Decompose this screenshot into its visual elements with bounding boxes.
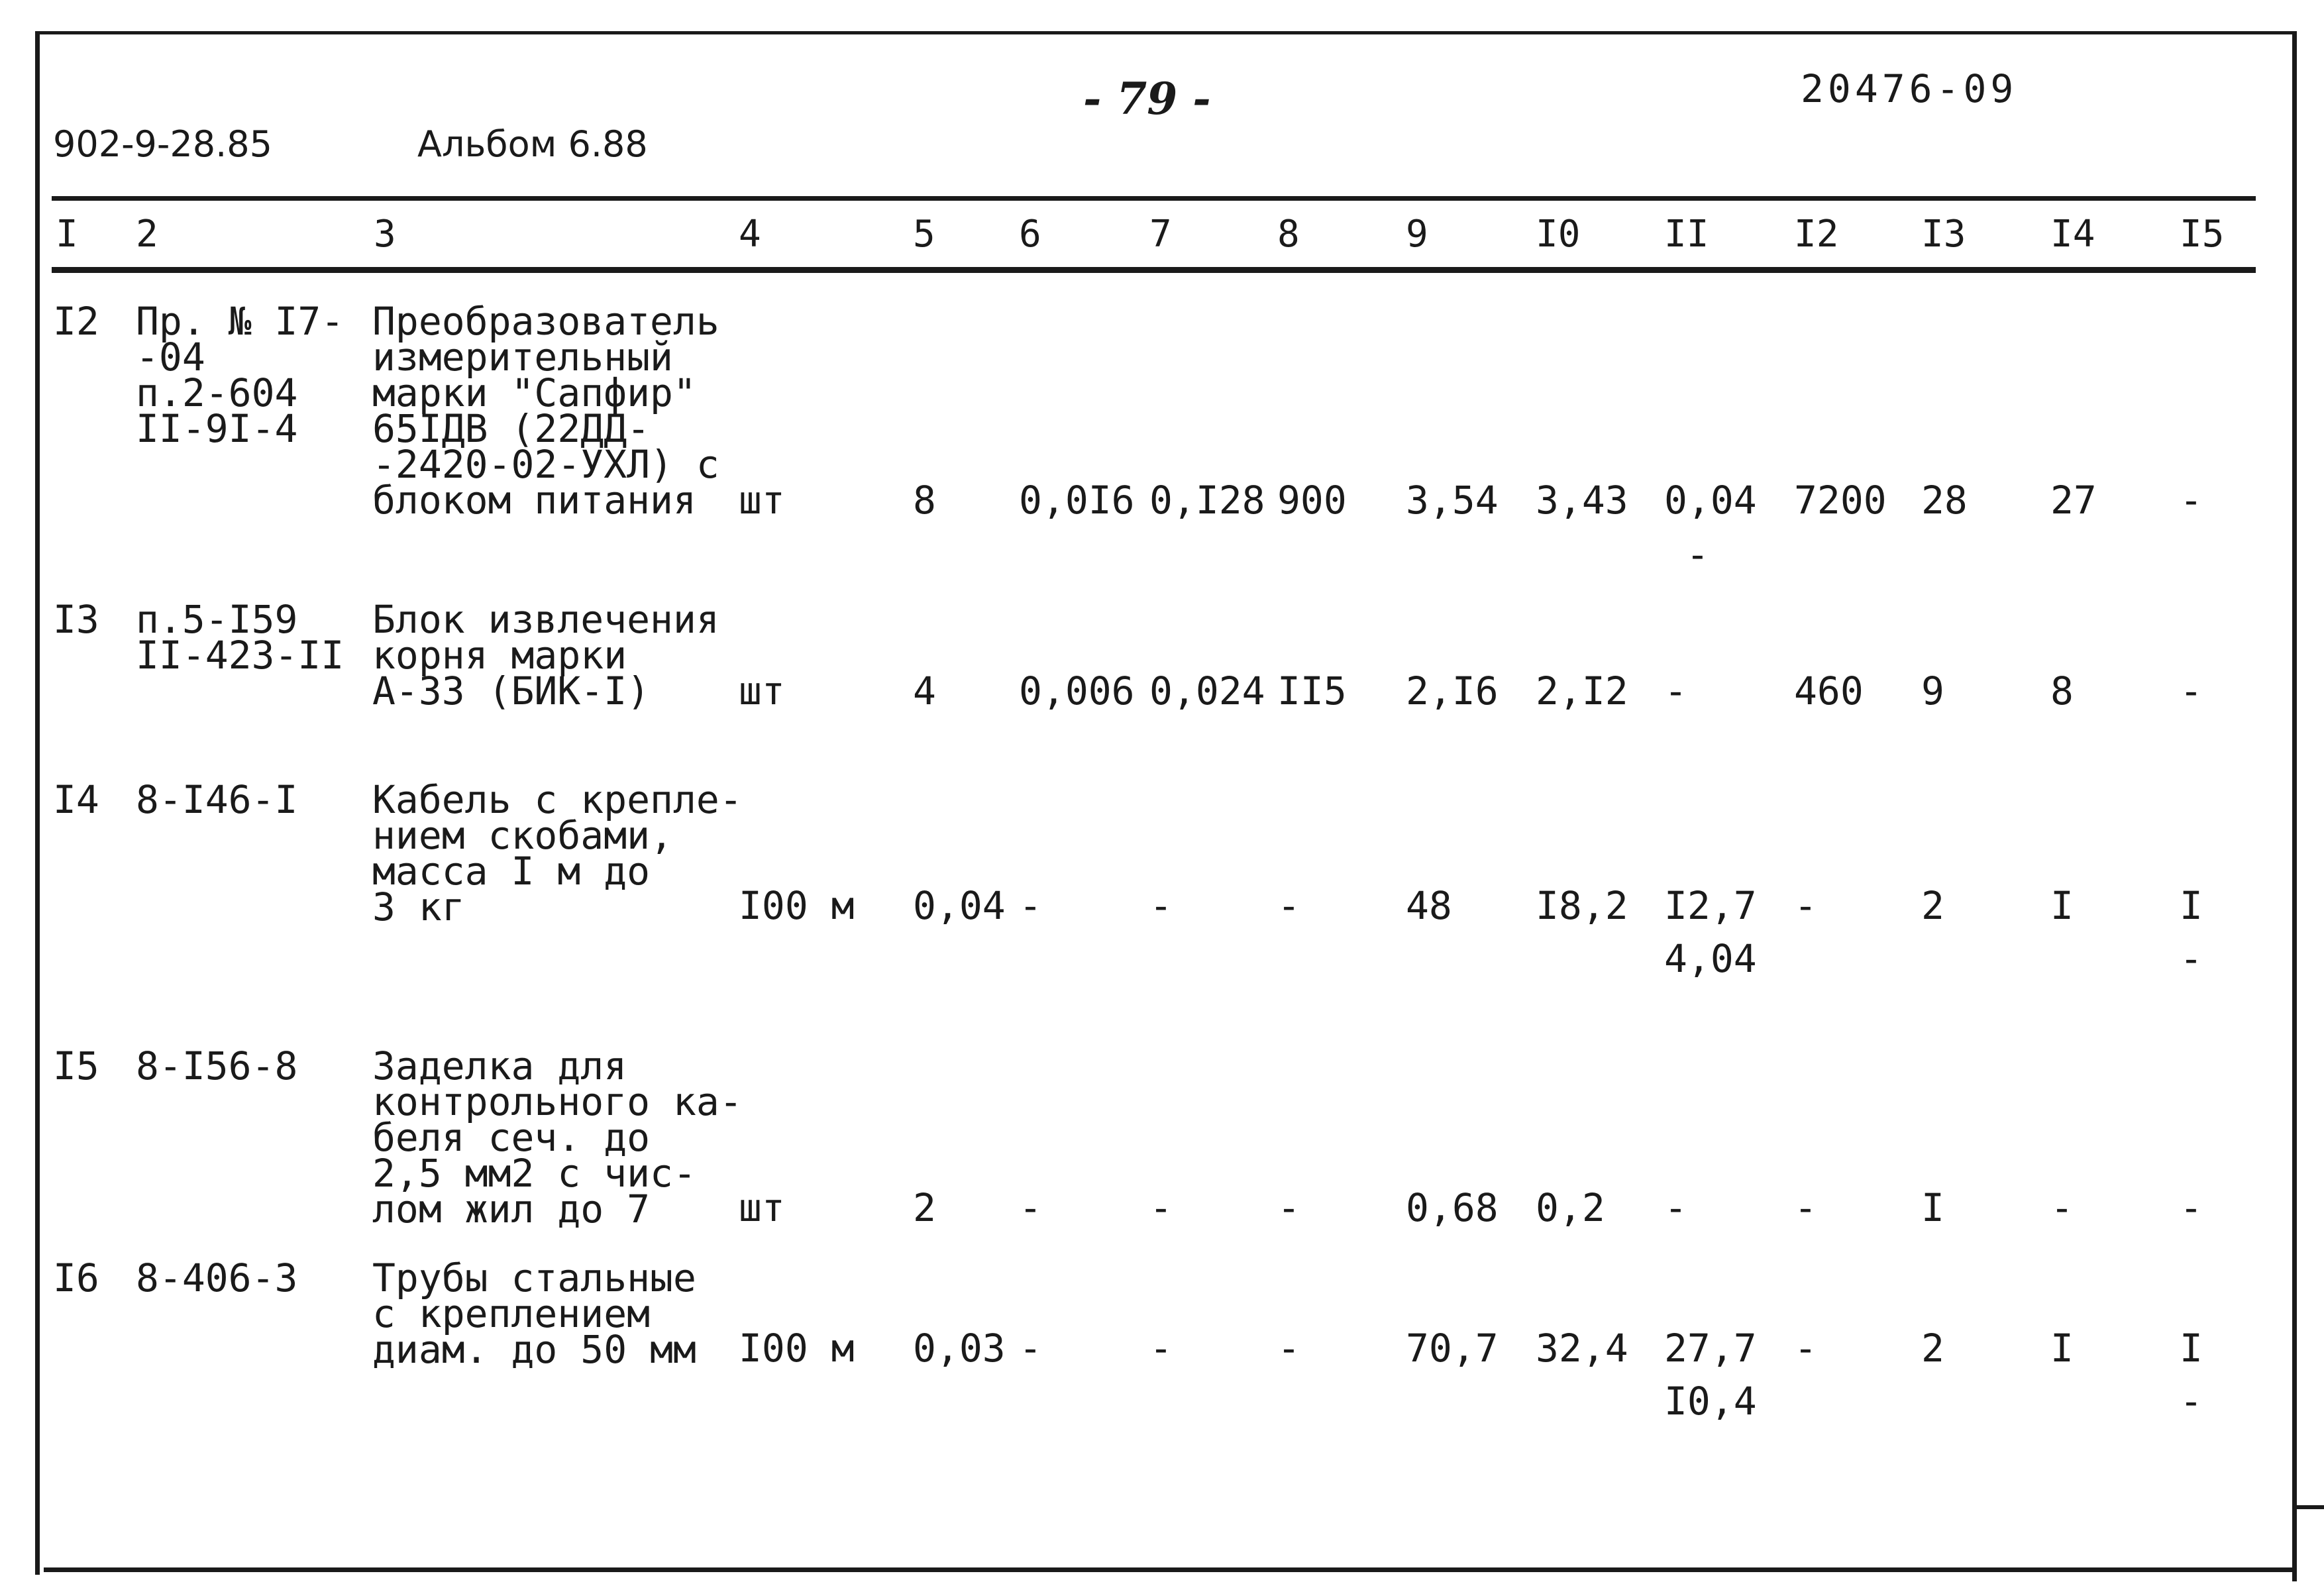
page-number: - 79 - xyxy=(1083,73,1211,125)
column-number: I xyxy=(56,213,78,256)
column-number: I5 xyxy=(2180,213,2225,256)
cell-col15: - xyxy=(2180,1185,2203,1230)
cell-col13: 2 xyxy=(1921,1326,1944,1371)
cell-unit: I00 м xyxy=(739,1326,855,1371)
cell-col11: 27,7 xyxy=(1664,1326,1757,1371)
cell-col10: 0,2 xyxy=(1536,1185,1605,1230)
cell-col7: 0,I28 xyxy=(1149,478,1265,523)
column-number: I3 xyxy=(1921,213,1966,256)
column-number: 2 xyxy=(136,213,158,256)
cell-col9: 0,68 xyxy=(1406,1185,1499,1230)
cell-col10: I8,2 xyxy=(1536,883,1628,928)
row-reference: 8-I46-I xyxy=(136,777,298,822)
cell-col6: 0,006 xyxy=(1019,668,1135,714)
frame-bottom-border xyxy=(44,1567,2296,1572)
cell-col6: - xyxy=(1019,1185,1042,1230)
cell-col8: - xyxy=(1277,1326,1300,1371)
cell-col6: 0,0I6 xyxy=(1019,478,1135,523)
cell-col8: - xyxy=(1277,883,1300,928)
cell-col9: 3,54 xyxy=(1406,478,1499,523)
cell-unit: шт xyxy=(739,478,785,523)
document-number: 20476-09 xyxy=(1801,66,2018,111)
row-description: Преобразователь измерительный марки "Сапфир" 65IДВ (22ДД- -2420-02-УХЛ) с блоком питания xyxy=(372,299,719,523)
header-rule-bottom xyxy=(52,267,2256,273)
frame-left-border xyxy=(35,31,40,1575)
cell-col11: - xyxy=(1664,668,1687,714)
cell-col14: - xyxy=(2050,1185,2074,1230)
cell-col6: - xyxy=(1019,883,1042,928)
cell-col12: - xyxy=(1794,1326,1817,1371)
row-reference: Пр. № I7- -04 п.2-604 II-9I-4 xyxy=(136,299,344,451)
row-description: Заделка для контрольного ка- беля сеч. до 2,5 мм2 с чис- лом жил до 7 xyxy=(372,1043,743,1232)
cell-col15-second: - xyxy=(2180,936,2203,981)
cell-col12: 7200 xyxy=(1794,478,1887,523)
row-reference: 8-I56-8 xyxy=(136,1043,298,1088)
row-reference: п.5-I59 II-423-II xyxy=(136,597,344,678)
row-number: I2 xyxy=(53,299,99,344)
cell-col7: - xyxy=(1149,883,1173,928)
cell-col11: 0,04 xyxy=(1664,478,1757,523)
cell-col8: II5 xyxy=(1277,668,1347,714)
column-number: 9 xyxy=(1406,213,1428,256)
column-number: I0 xyxy=(1536,213,1581,256)
cell-col14: I xyxy=(2050,883,2074,928)
cell-unit: шт xyxy=(739,668,785,714)
frame-edge-tick xyxy=(2297,1505,2324,1509)
cell-col15: - xyxy=(2180,478,2203,523)
header-rule-top xyxy=(52,196,2256,201)
row-description: Трубы стальные с креплением диам. до 50 мм xyxy=(372,1255,696,1372)
cell-col9: 70,7 xyxy=(1406,1326,1499,1371)
cell-col11-second: 4,04 xyxy=(1664,936,1757,981)
column-number: 7 xyxy=(1149,213,1172,256)
cell-col14: I xyxy=(2050,1326,2074,1371)
cell-col5: 2 xyxy=(913,1185,936,1230)
cell-col11-second: I0,4 xyxy=(1664,1379,1757,1424)
cell-col15: - xyxy=(2180,668,2203,714)
cell-col11: I2,7 xyxy=(1664,883,1757,928)
cell-col10: 3,43 xyxy=(1536,478,1628,523)
cell-col15: I xyxy=(2180,883,2203,928)
row-description: Кабель с крепле- нием скобами, масса I м до 3 кг xyxy=(372,777,743,929)
frame-right-border xyxy=(2292,31,2297,1581)
cell-col5: 8 xyxy=(913,478,936,523)
column-number: 4 xyxy=(739,213,761,256)
frame-top-border xyxy=(35,31,2296,34)
cell-col5: 0,04 xyxy=(913,883,1006,928)
cell-col13: 2 xyxy=(1921,883,1944,928)
cell-col10: 32,4 xyxy=(1536,1326,1628,1371)
cell-col11-second: - xyxy=(1686,532,1709,577)
column-number: 8 xyxy=(1277,213,1300,256)
cell-col13: 28 xyxy=(1921,478,1968,523)
cell-col7: 0,024 xyxy=(1149,668,1265,714)
column-number: I4 xyxy=(2050,213,2095,256)
row-number: I6 xyxy=(53,1255,99,1300)
cell-col13: 9 xyxy=(1921,668,1944,714)
cell-col13: I xyxy=(1921,1185,1944,1230)
cell-unit: I00 м xyxy=(739,883,855,928)
cell-col15-second: - xyxy=(2180,1379,2203,1424)
column-number: 5 xyxy=(913,213,935,256)
album-label: Альбом 6.88 xyxy=(417,123,648,165)
row-number: I3 xyxy=(53,597,99,642)
column-number: 3 xyxy=(374,213,396,256)
cell-col14: 27 xyxy=(2050,478,2097,523)
cell-col11: - xyxy=(1664,1185,1687,1230)
cell-col12: - xyxy=(1794,1185,1817,1230)
cell-col6: - xyxy=(1019,1326,1042,1371)
row-number: I5 xyxy=(53,1043,99,1088)
cell-col5: 4 xyxy=(913,668,936,714)
cell-col5: 0,03 xyxy=(913,1326,1006,1371)
column-number: I2 xyxy=(1794,213,1839,256)
column-number: II xyxy=(1664,213,1709,256)
cell-col15: I xyxy=(2180,1326,2203,1371)
cell-col8: 900 xyxy=(1277,478,1347,523)
cell-col14: 8 xyxy=(2050,668,2074,714)
column-number: 6 xyxy=(1019,213,1041,256)
cell-col7: - xyxy=(1149,1185,1173,1230)
cell-col9: 2,I6 xyxy=(1406,668,1499,714)
row-number: I4 xyxy=(53,777,99,822)
cell-unit: шт xyxy=(739,1185,785,1230)
cell-col10: 2,I2 xyxy=(1536,668,1628,714)
cell-col7: - xyxy=(1149,1326,1173,1371)
row-description: Блок извлечения корня марки А-33 (БИК-I) xyxy=(372,597,719,714)
project-code: 902-9-28.85 xyxy=(53,123,272,165)
cell-col12: 460 xyxy=(1794,668,1864,714)
cell-col12: - xyxy=(1794,883,1817,928)
cell-col9: 48 xyxy=(1406,883,1452,928)
row-reference: 8-406-3 xyxy=(136,1255,298,1300)
cell-col8: - xyxy=(1277,1185,1300,1230)
